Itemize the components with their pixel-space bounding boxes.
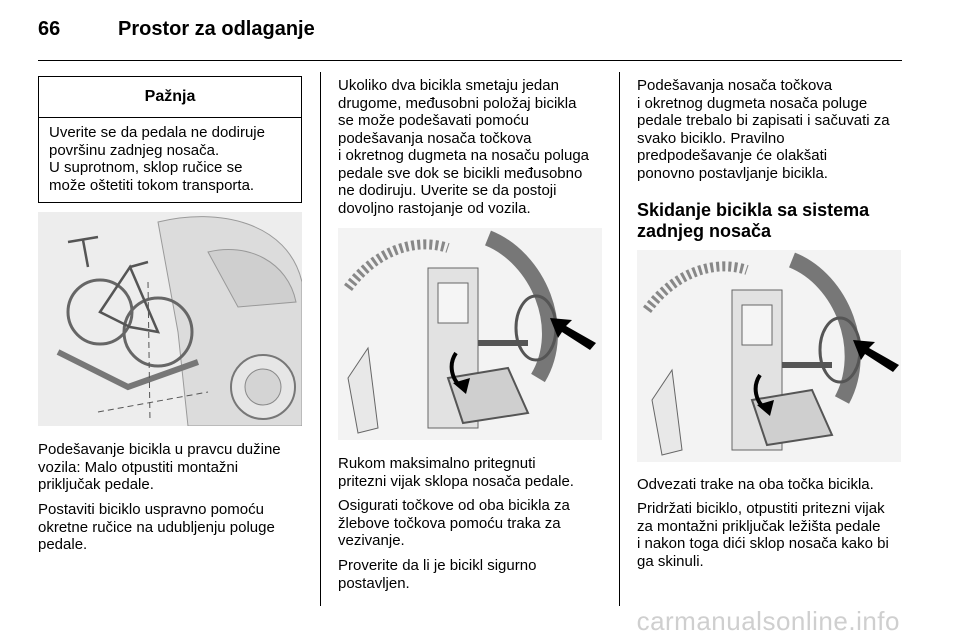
text-line: pedale sve dok se bicikli međusobno <box>338 164 583 182</box>
chapter-title: Prostor za odlaganje <box>118 18 315 40</box>
text-line: ga skinuli. <box>637 552 704 570</box>
text-line: i okretnog dugmeta nosača poluge <box>637 94 868 112</box>
warning-title: Pažnja <box>39 77 301 118</box>
text-line: površinu zadnjeg nosača. <box>49 141 220 159</box>
text-line: U suprotnom, sklop ručice se <box>49 159 243 176</box>
text-line: Pridržati biciklo, otpustiti pritezni vijak <box>637 500 885 517</box>
column3-paragraph-3 <box>637 500 905 570</box>
text-line: ponovno postavljanje bicikla. <box>637 164 828 182</box>
column3-paragraph-2 <box>637 476 905 494</box>
column1-paragraph-2 <box>38 501 302 554</box>
bicycle-carrier-illustration <box>38 212 302 426</box>
text-line: predpodešavanje će olakšati <box>637 147 828 164</box>
pedal-holder-adjustment-illustration <box>338 228 602 440</box>
text-line: Podešavanja nosača točkova <box>637 77 833 94</box>
text-line: i okretnog dugmeta na nosaču poluga <box>338 147 590 164</box>
column2-paragraph-1 <box>338 77 606 217</box>
text-line: ne dodiruju. Uverite se da postoji <box>338 182 557 199</box>
column2-paragraph-4 <box>338 557 606 592</box>
column1-paragraph-1 <box>38 441 302 494</box>
warning-box <box>38 76 302 203</box>
text-line: Podešavanje bicikla u pravcu dužine <box>38 441 281 458</box>
text-line: dovoljno rastojanje od vozila. <box>338 199 531 217</box>
column-divider <box>619 72 620 606</box>
heading-line: Skidanje bicikla sa sistema <box>637 200 870 220</box>
warning-text <box>39 118 301 200</box>
heading-line: zadnjeg nosača <box>637 221 772 241</box>
text-line: pedale trebalo bi zapisati i sačuvati za <box>637 112 890 129</box>
page-number: 66 <box>38 18 61 40</box>
text-line: žlebove točkova pomoću traka za <box>338 514 561 532</box>
column2-paragraph-3 <box>338 497 606 550</box>
column3-paragraph-1 <box>637 77 905 182</box>
text-line: pritezni vijak sklopa nosača pedale. <box>338 472 574 490</box>
text-line: Rukom maksimalno pritegnuti <box>338 455 536 472</box>
text-line: Uverite se da pedala ne dodiruje <box>49 124 265 141</box>
section-heading <box>637 200 905 242</box>
text-line: za montažni priključak ležišta pedale <box>637 517 881 535</box>
column-divider <box>320 72 321 606</box>
text-line: i nakon toga dići sklop nosača kako bi <box>637 535 889 552</box>
text-line: podešavanja nosača točkova <box>338 129 532 147</box>
text-line: Odvezati trake na oba točka bicikla. <box>637 476 874 493</box>
text-line: vozila: Malo otpustiti montažni <box>38 458 239 476</box>
page-header <box>38 16 903 56</box>
text-line: pedale. <box>38 536 88 553</box>
text-line: Proverite da li je bicikl sigurno <box>338 557 537 574</box>
text-line: drugome, međusobni položaj bicikla <box>338 94 577 112</box>
text-line: priključak pedale. <box>38 476 154 493</box>
text-line: postavljen. <box>338 574 410 592</box>
column2-paragraph-2 <box>338 455 606 490</box>
text-line: može oštetiti tokom transporta. <box>49 176 255 194</box>
text-line: vezivanje. <box>338 532 405 549</box>
bicycle-removal-illustration <box>637 250 901 462</box>
text-line: Postaviti biciklo uspravno pomoću <box>38 501 264 518</box>
text-line: svako biciklo. Pravilno <box>637 129 785 147</box>
header-divider <box>38 60 902 61</box>
text-line: Ukoliko dva bicikla smetaju jedan <box>338 77 559 94</box>
text-line: se može podešavati pomoću <box>338 112 529 129</box>
text-line: okretne ručice na udubljenju poluge <box>38 518 275 536</box>
text-line: Osigurati točkove od oba bicikla za <box>338 497 570 514</box>
watermark: carmanualsonline.info <box>636 606 900 636</box>
